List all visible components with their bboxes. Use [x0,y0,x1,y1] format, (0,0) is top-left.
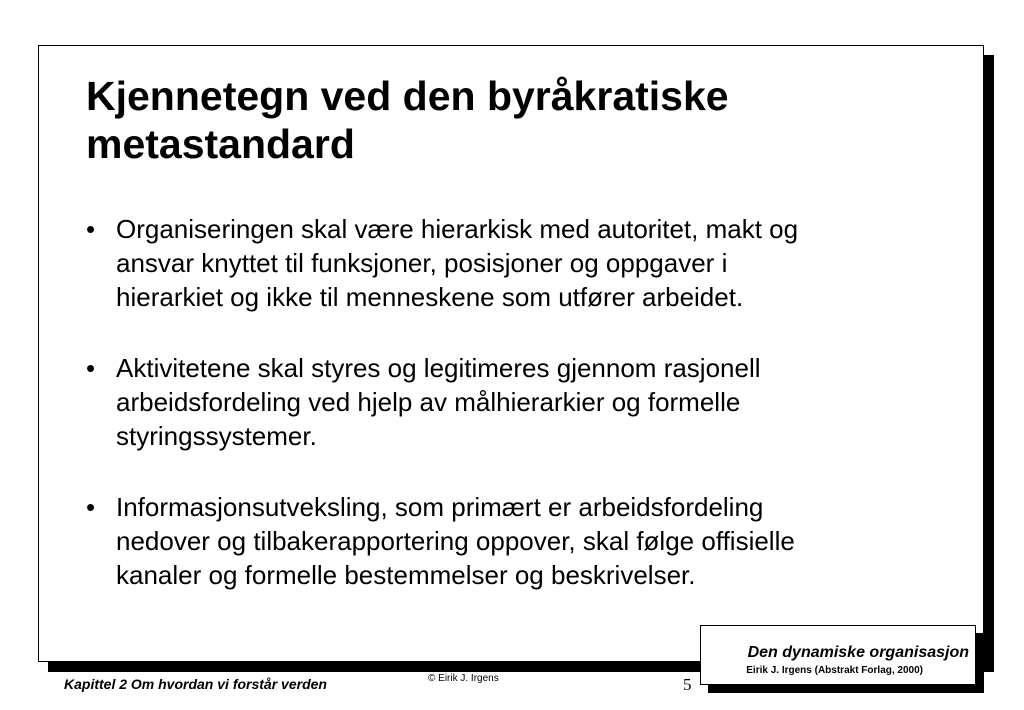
slide-title-line-2: metastandard [86,121,355,167]
bullet-2-line-2: arbeidsfordeling ved hjelp av målhierarkier og formelle [116,387,741,417]
publisher-title: Den dynamiske organisasjon [747,644,969,661]
footer-copyright: © Eirik J. Irgens [428,673,499,684]
page-number: 5 [683,675,692,694]
bullet-list [80,212,940,592]
bullet-2-line-3: styringssystemer. [116,421,317,451]
bullet-3-line-2: nedover og tilbakerapportering oppover, skal følge offisielle [116,526,795,556]
bullet-1-line-3: hierarkiet og ikke til menneskene som utfører arbeidet. [116,282,744,312]
publisher-box [700,625,976,685]
slide-title [86,72,946,168]
bullet-item-3 [80,490,940,592]
footer-chapter: Kapittel 2 Om hvordan vi forstår verden [64,676,327,692]
bullet-dot-icon: • [86,492,96,522]
bullet-3-line-1: Informasjonsutveksling, som primært er arbeidsfordeling [116,492,764,522]
publisher-subtitle: Eirik J. Irgens (Abstrakt Forlag, 2000) [746,665,923,676]
slide-title-line-1: Kjennetegn ved den byråkratiske [86,73,729,119]
bullet-2-line-1: Aktivitetene skal styres og legitimeres gjennom rasjonell [116,353,761,383]
bullet-1-line-1: Organiseringen skal være hierarkisk med autoritet, makt og [116,214,799,244]
bullet-1-line-2: ansvar knyttet til funksjoner, posisjoner og oppgaver i [116,248,728,278]
bullet-3-line-3: kanaler og formelle bestemmelser og beskrivelser. [116,560,696,590]
bullet-dot-icon: • [86,353,96,383]
bullet-item-1 [80,212,940,314]
bullet-dot-icon: • [86,214,96,244]
bullet-item-2 [80,351,940,453]
